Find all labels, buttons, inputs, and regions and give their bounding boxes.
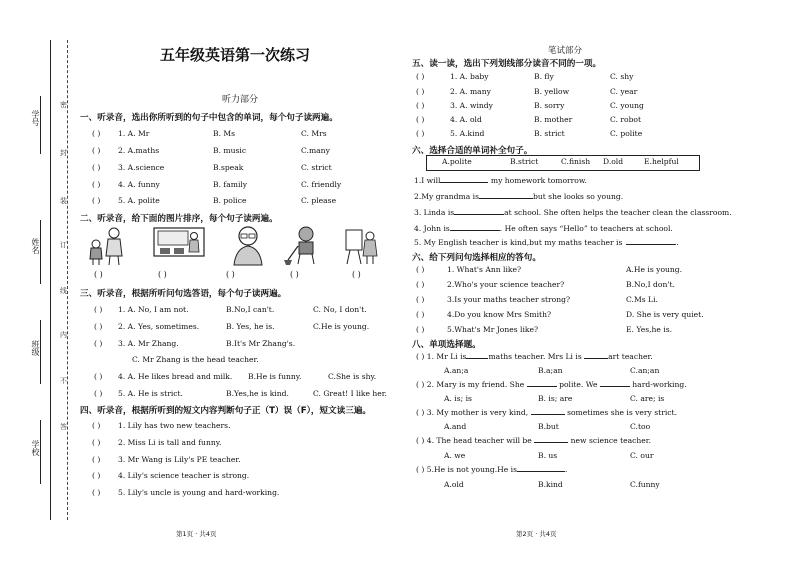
name-line bbox=[40, 220, 41, 284]
fill-blank[interactable] bbox=[479, 198, 533, 199]
picture-4-robot-cleaning bbox=[284, 224, 324, 266]
option-b: B. yellow bbox=[534, 87, 570, 96]
fill-sentence-3: 3. Linda is at school. She often helps the teacher clean the classroom. bbox=[414, 208, 732, 217]
option-b: B. police bbox=[213, 196, 247, 205]
name-label: 姓名 bbox=[31, 238, 40, 254]
section-3-heading: 三、听录音，根据所听问句选答语，每个句子读两遍。 bbox=[80, 289, 287, 299]
word-bank-option: B.strict bbox=[510, 157, 539, 166]
section-2-heading: 二、听录音，给下面的图片排序，每个句子读两遍。 bbox=[80, 214, 278, 224]
mc-question-2: ( ) 2. Mary is my friend. She polite. We hard-working. bbox=[416, 380, 687, 389]
option-a: 1. A. No, I am not. bbox=[118, 305, 189, 314]
seal-char: 封 bbox=[60, 149, 67, 157]
option-c: C.funny bbox=[630, 480, 660, 489]
order-paren-3[interactable]: ( ) bbox=[226, 270, 235, 279]
section-1-heading: 一、听录音，选出你所听到的句子中包含的单词，每个句子读两遍。 bbox=[80, 113, 338, 123]
class-line bbox=[40, 320, 41, 384]
fill-blank[interactable] bbox=[450, 230, 500, 231]
answer-paren[interactable]: ( ) bbox=[416, 101, 425, 110]
option-a: 2. A.maths bbox=[118, 146, 160, 155]
option-c: C.He is young. bbox=[313, 322, 370, 331]
school-label: 学校 bbox=[31, 440, 40, 456]
fill-blank[interactable] bbox=[466, 358, 488, 359]
answer-paren[interactable]: ( ) bbox=[416, 280, 425, 289]
fill-sentence-1: 1.I will my homework tomorrow. bbox=[414, 176, 587, 185]
option-a: 5. A. He is strict. bbox=[118, 389, 183, 398]
answer-paren[interactable]: ( ) bbox=[416, 87, 425, 96]
picture-1-mother-child bbox=[84, 226, 128, 266]
mc-question-4: ( ) 4. The head teacher will be new science teacher. bbox=[416, 436, 651, 445]
mc-question-1: ( ) 1. Mr Li is maths teacher. Mrs Li is art teacher. bbox=[416, 352, 653, 361]
seal-char: 内 bbox=[60, 331, 67, 339]
option-a: 4. A. He likes bread and milk. bbox=[118, 372, 233, 381]
picture-3-teacher bbox=[228, 224, 268, 266]
option-b: B.He is funny. bbox=[248, 372, 302, 381]
tf-paren[interactable]: ( ) bbox=[92, 471, 101, 480]
fill-blank[interactable] bbox=[440, 182, 488, 183]
answer-paren[interactable]: ( ) bbox=[92, 180, 101, 189]
option-c: C. polite bbox=[610, 129, 643, 138]
section-8-heading: 八、单项选择题。 bbox=[412, 340, 481, 350]
tf-paren[interactable]: ( ) bbox=[92, 421, 101, 430]
option-b: B. mother bbox=[534, 115, 573, 124]
section-4-heading: 四、听录音，根据所听到的短文内容判断句子正（T）误（F），短文读三遍。 bbox=[80, 406, 372, 416]
answer: B.No,I don't. bbox=[626, 280, 675, 289]
option-c: C. our bbox=[630, 451, 654, 460]
seal-char: 答 bbox=[60, 423, 67, 431]
option-a: 2. A. many bbox=[450, 87, 491, 96]
answer-paren[interactable]: ( ) bbox=[94, 372, 103, 381]
question: 1. What's Ann like? bbox=[447, 265, 522, 274]
option-a: 2. A. Yes, sometimes. bbox=[118, 322, 200, 331]
answer-paren[interactable]: ( ) bbox=[94, 389, 103, 398]
tf-statement: 1. Lily has two new teachers. bbox=[118, 421, 231, 430]
fill-blank[interactable] bbox=[454, 214, 504, 215]
tf-paren[interactable]: ( ) bbox=[92, 488, 101, 497]
fill-sentence-2: 2.My grandma is but she looks so young. bbox=[414, 192, 624, 201]
option-b: B.Yes,he is kind. bbox=[226, 389, 289, 398]
option-c: C. Great! I like her. bbox=[313, 389, 387, 398]
option-a: 4. A. old bbox=[450, 115, 482, 124]
option-c: C. shy bbox=[610, 72, 634, 81]
option-a: 4. A. funny bbox=[118, 180, 160, 189]
option-c: C. Mrs bbox=[301, 129, 327, 138]
student-id-line bbox=[40, 96, 41, 154]
option-b: B.a;an bbox=[538, 366, 563, 375]
option-a: A. is; is bbox=[444, 394, 472, 403]
option-c: C.many bbox=[301, 146, 330, 155]
mc-question-5: ( ) 5.He is not young.He is . bbox=[416, 465, 568, 474]
option-a: 5. A. polite bbox=[118, 196, 160, 205]
option-c: C. friendly bbox=[301, 180, 342, 189]
tf-statement: 2. Miss Li is tall and funny. bbox=[118, 438, 222, 447]
question: 2.Who's your science teacher? bbox=[447, 280, 565, 289]
school-line bbox=[40, 420, 41, 484]
option-c: C.too bbox=[630, 422, 651, 431]
option-a: A. we bbox=[444, 451, 466, 460]
option-b: B. sorry bbox=[534, 101, 565, 110]
answer-paren[interactable]: ( ) bbox=[416, 465, 425, 474]
answer-paren[interactable]: ( ) bbox=[416, 380, 425, 389]
answer-paren[interactable]: ( ) bbox=[416, 72, 425, 81]
picture-2-classroom bbox=[152, 226, 206, 264]
answer-paren[interactable]: ( ) bbox=[94, 305, 103, 314]
section-5-heading: 五、读一读，选出下列划线部分读音不同的一项。 bbox=[412, 59, 602, 69]
option-c: C. are; is bbox=[630, 394, 665, 403]
answer-paren[interactable]: ( ) bbox=[416, 436, 425, 445]
tf-statement: 5. Lily's uncle is young and hard-working. bbox=[118, 488, 280, 497]
answer-paren[interactable]: ( ) bbox=[92, 129, 101, 138]
seal-char: 订 bbox=[60, 241, 67, 249]
tf-paren[interactable]: ( ) bbox=[92, 438, 101, 447]
option-b: B.kind bbox=[538, 480, 563, 489]
answer-paren[interactable]: ( ) bbox=[416, 310, 425, 319]
option-b: B. is; are bbox=[538, 394, 573, 403]
option-c: C.She is shy. bbox=[328, 372, 377, 381]
section-6-heading: 六、选择合适的单词补全句子。 bbox=[412, 146, 533, 156]
option-c: C. please bbox=[301, 196, 337, 205]
tf-paren[interactable]: ( ) bbox=[92, 455, 101, 464]
option-c: C. robot bbox=[610, 115, 642, 124]
answer-paren[interactable]: ( ) bbox=[92, 146, 101, 155]
option-c: C.an;an bbox=[630, 366, 660, 375]
answer-paren[interactable]: ( ) bbox=[416, 325, 425, 334]
order-paren-1[interactable]: ( ) bbox=[94, 270, 103, 279]
word-bank-option: A.polite bbox=[442, 157, 472, 166]
option-a: 5. A.kind bbox=[450, 129, 485, 138]
option-b: B.No,I can't. bbox=[226, 305, 275, 314]
option-b: B. us bbox=[538, 451, 558, 460]
tf-statement: 3. Mr Wang is Lily's PE teacher. bbox=[118, 455, 241, 464]
option-b: B. fly bbox=[534, 72, 554, 81]
answer-paren[interactable]: ( ) bbox=[92, 163, 101, 172]
binding-line-dashed bbox=[67, 40, 68, 520]
word-bank-option: D.old bbox=[603, 157, 624, 166]
seal-char: 密 bbox=[60, 101, 67, 109]
option-b: B.but bbox=[538, 422, 559, 431]
option-b: B. Yes, he is. bbox=[226, 322, 275, 331]
answer-paren[interactable]: ( ) bbox=[92, 196, 101, 205]
section-7-heading: 六、给下列问句选择相应的答句。 bbox=[412, 253, 541, 263]
answer-paren[interactable]: ( ) bbox=[416, 115, 425, 124]
binding-line-outer bbox=[50, 40, 51, 520]
fill-blank[interactable] bbox=[600, 386, 630, 387]
class-label: 班级 bbox=[31, 340, 40, 356]
answer: E. Yes,he is. bbox=[626, 325, 673, 334]
order-paren-2[interactable]: ( ) bbox=[158, 270, 167, 279]
seal-char: 线 bbox=[60, 287, 67, 295]
option-c: C. No, I don't. bbox=[313, 305, 367, 314]
answer-paren[interactable]: ( ) bbox=[416, 408, 425, 417]
option-b: B. music bbox=[213, 146, 247, 155]
option-b: B. Ms bbox=[213, 129, 236, 138]
answer: D. She is very quiet. bbox=[626, 310, 704, 319]
left-page-footer: 第1页 · 共4页 bbox=[176, 530, 217, 538]
option-a: A.old bbox=[444, 480, 464, 489]
tf-statement: 4. Lily's science teacher is strong. bbox=[118, 471, 250, 480]
option-a: A.an;a bbox=[444, 366, 469, 375]
option-a: 3. A. windy bbox=[450, 101, 493, 110]
seal-char: 装 bbox=[60, 197, 67, 205]
fill-blank[interactable] bbox=[584, 358, 608, 359]
option-a: 3. A.science bbox=[118, 163, 165, 172]
answer-paren[interactable]: ( ) bbox=[416, 129, 425, 138]
option-a: 1. A. Mr bbox=[118, 129, 150, 138]
fill-blank[interactable] bbox=[626, 244, 676, 245]
option-a: A.and bbox=[444, 422, 467, 431]
fill-blank[interactable] bbox=[527, 386, 557, 387]
option-b: B.speak bbox=[213, 163, 244, 172]
option-a: 3. A. Mr Zhang. bbox=[118, 339, 179, 348]
answer-paren[interactable]: ( ) bbox=[94, 322, 103, 331]
binding-strip bbox=[0, 0, 78, 561]
fill-blank[interactable] bbox=[531, 414, 565, 415]
option-b: B.It's Mr Zhang's. bbox=[226, 339, 296, 348]
listening-subtitle: 听力部分 bbox=[222, 95, 259, 105]
seal-char: 不 bbox=[60, 377, 67, 385]
option-a: 1. A. baby bbox=[450, 72, 489, 81]
word-bank-option: E.helpful bbox=[644, 157, 679, 166]
word-bank-option: C.finish bbox=[561, 157, 591, 166]
answer-paren[interactable]: ( ) bbox=[94, 339, 103, 348]
answer-paren[interactable]: ( ) bbox=[416, 265, 425, 274]
fill-blank[interactable] bbox=[534, 442, 568, 443]
option-c: C. year bbox=[610, 87, 638, 96]
option-c: C. Mr Zhang is the head teacher. bbox=[132, 355, 259, 364]
mc-question-3: ( ) 3. My mother is very kind, sometimes she is very strict. bbox=[416, 408, 677, 417]
right-page-footer: 第2页 · 共4页 bbox=[516, 530, 557, 538]
question: 4.Do you know Mrs Smith? bbox=[447, 310, 552, 319]
option-c: C. strict bbox=[301, 163, 332, 172]
answer: C.Ms Li. bbox=[626, 295, 658, 304]
picture-5-girl-painting bbox=[344, 226, 380, 266]
option-c: C. young bbox=[610, 101, 644, 110]
answer-paren[interactable]: ( ) bbox=[416, 295, 425, 304]
fill-sentence-4: 4. John is . He often says “Hello” to teachers at school. bbox=[414, 224, 673, 233]
option-b: B. strict bbox=[534, 129, 565, 138]
answer: A.He is young. bbox=[626, 265, 683, 274]
question: 5.What's Mr Jones like? bbox=[447, 325, 539, 334]
fill-blank[interactable] bbox=[517, 471, 565, 472]
fill-sentence-5: 5. My English teacher is kind,but my maths teacher is . bbox=[414, 238, 679, 247]
student-id-label: 学号 bbox=[31, 110, 40, 126]
question: 3.Is your maths teacher strong? bbox=[447, 295, 571, 304]
option-b: B. family bbox=[213, 180, 248, 189]
exam-title: 五年级英语第一次练习 bbox=[160, 46, 311, 64]
order-paren-5[interactable]: ( ) bbox=[352, 270, 361, 279]
order-paren-4[interactable]: ( ) bbox=[290, 270, 299, 279]
writing-subtitle: 笔试部分 bbox=[548, 46, 583, 56]
answer-paren[interactable]: ( ) bbox=[416, 352, 425, 361]
